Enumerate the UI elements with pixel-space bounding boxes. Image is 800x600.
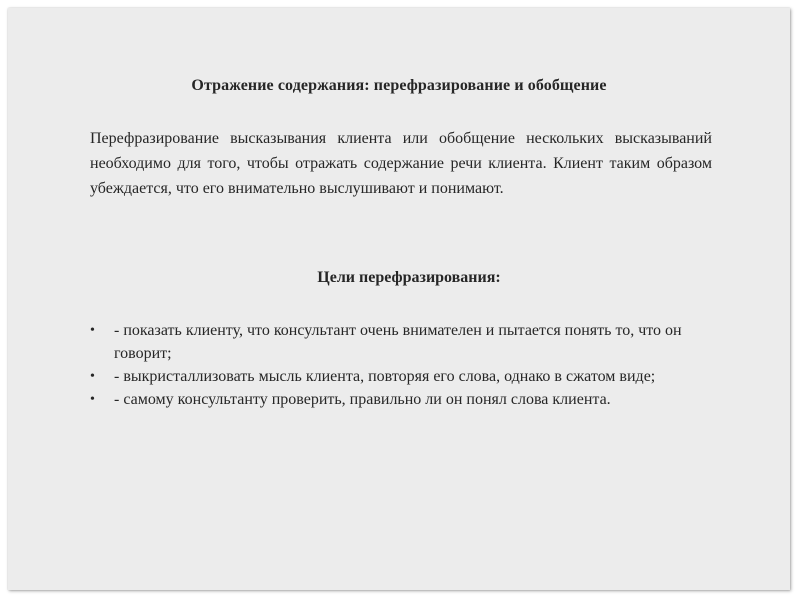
bullet-icon: • — [90, 369, 95, 384]
slide — [8, 8, 790, 590]
goal-text: - показать клиенту, что консультант очень внимателен и пытается понять то, что он говорит; — [114, 322, 682, 362]
goal-text: - самому консультанту проверить, правильно ли он понял слова клиента. — [114, 391, 611, 408]
bullet-icon: • — [90, 392, 95, 407]
slide-title: Отражение содержания: перефразирование и обобщение — [191, 77, 607, 94]
section-subtitle: Цели перефразирования: — [317, 269, 501, 286]
list-item — [90, 319, 690, 365]
list-item — [90, 388, 690, 411]
goals-list — [90, 319, 690, 411]
body-paragraph: Перефразирование высказывания клиента или обобщение нескольких высказываний необходимо для того, чтобы отражать содержание речи клиента. Клиент таким образом убеждается, что его внимательно выслушивают и понимают. — [90, 130, 712, 197]
goal-text: - выкристаллизовать мысль клиента, повторяя его слова, однако в сжатом виде; — [114, 368, 656, 385]
bullet-icon: • — [90, 323, 95, 338]
list-item — [90, 365, 690, 388]
